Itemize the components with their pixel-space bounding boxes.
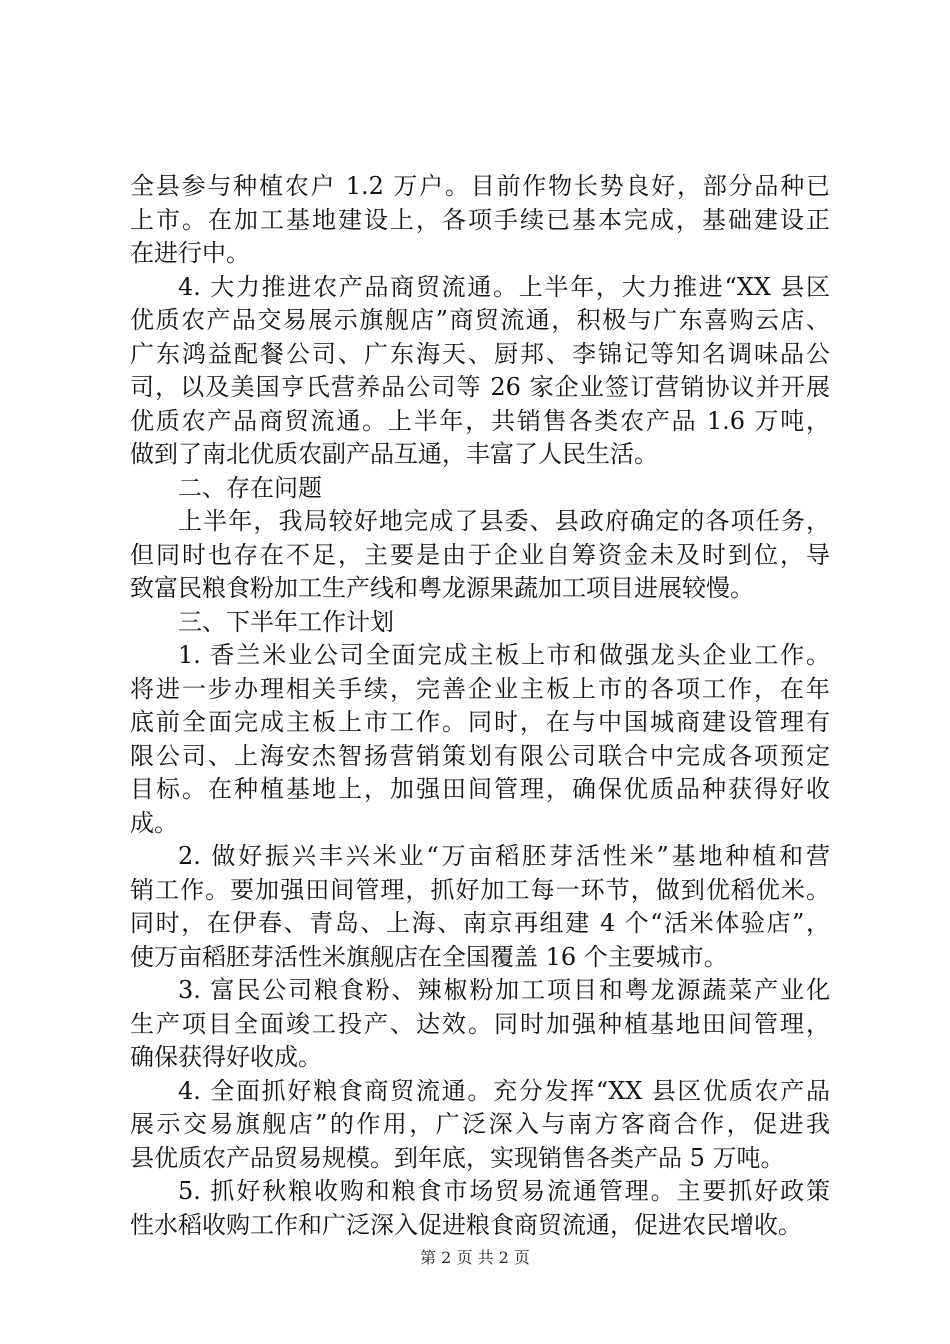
text-line: 销工作。要加强田间管理，抓好加工每一环节，做到优稻优米。 <box>130 875 830 904</box>
text-line: 性水稻收购工作和广泛深入促进粮食商贸流通，促进农民增收。 <box>130 1210 802 1239</box>
text-line: 4. 大力推进农产品商贸流通。上半年，大力推进“XX 县区 <box>178 272 830 301</box>
text-line: 全县参与种植农户 1.2 万户。目前作物长势良好，部分品种已 <box>130 172 830 200</box>
text-line: 生产项目全面竣工投产、达效。同时加强种植基地田间管理， <box>130 1009 830 1038</box>
text-line: 广东鸿益配餐公司、广东海天、厨邦、李锦记等知名调味品公 <box>130 339 830 368</box>
text-line: 成。 <box>130 808 178 837</box>
text-line: 上市。在加工基地建设上，各项手续已基本完成，基础建设正 <box>130 205 830 234</box>
text-line: 优质农产品商贸流通。上半年，共销售各类农产品 1.6 万吨， <box>130 406 830 435</box>
text-line: 3. 富民公司粮食粉、辣椒粉加工项目和粤龙源蔬菜产业化 <box>178 976 830 1004</box>
text-line: 2. 做好振兴丰兴米业“万亩稻胚芽活性米”基地种植和营 <box>178 842 830 870</box>
page-footer: 第 2 页 共 2 页 <box>420 1248 530 1267</box>
text-line: 使万亩稻胚芽活性米旗舰店在全国覆盖 16 个主要城市。 <box>130 942 728 971</box>
document-body <box>130 170 830 1242</box>
text-line: 优质农产品交易展示旗舰店”商贸流通，积极与广东喜购云店、 <box>130 306 830 334</box>
text-line: 1. 香兰米业公司全面完成主板上市和做强龙头企业工作。 <box>178 641 830 669</box>
text-line: 5. 抓好秋粮收购和粮食市场贸易流通管理。主要抓好政策 <box>178 1177 830 1205</box>
text-line: 在进行中。 <box>130 239 250 267</box>
text-line: 限公司、上海安杰智扬营销策划有限公司联合中完成各项预定 <box>130 741 830 770</box>
text-line: 二、存在问题 <box>178 473 322 502</box>
text-line: 4. 全面抓好粮食商贸流通。充分发挥“XX 县区优质农产品 <box>178 1076 830 1105</box>
text-line: 目标。在种植基地上，加强田间管理，确保优质品种获得好收 <box>130 775 830 803</box>
text-line: 但同时也存在不足，主要是由于企业自筹资金未及时到位，导 <box>130 540 830 569</box>
text-line: 县优质农产品贸易规模。到年底，实现销售各类产品 5 万吨。 <box>130 1143 785 1172</box>
text-line: 将进一步办理相关手续，完善企业主板上市的各项工作，在年 <box>130 674 830 703</box>
text-line: 展示交易旗舰店”的作用，广泛深入与南方客商合作，促进我 <box>130 1110 830 1138</box>
text-line: 三、下半年工作计划 <box>178 607 394 636</box>
text-line: 确保获得好收成。 <box>130 1043 322 1071</box>
text-line: 司，以及美国亨氏营养品公司等 26 家企业签订营销协议并开展 <box>130 373 830 401</box>
text-line: 致富民粮食粉加工生产线和粤龙源果蔬加工项目进展较慢。 <box>130 574 754 602</box>
text-line: 底前全面完成主板上市工作。同时，在与中国城商建设管理有 <box>130 708 830 736</box>
text-line: 同时，在伊春、青岛、上海、南京再组建 4 个“活米体验店”， <box>130 909 830 937</box>
text-line: 做到了南北优质农副产品互通，丰富了人民生活。 <box>130 440 658 468</box>
text-line: 上半年，我局较好地完成了县委、县政府确定的各项任务， <box>178 507 830 535</box>
